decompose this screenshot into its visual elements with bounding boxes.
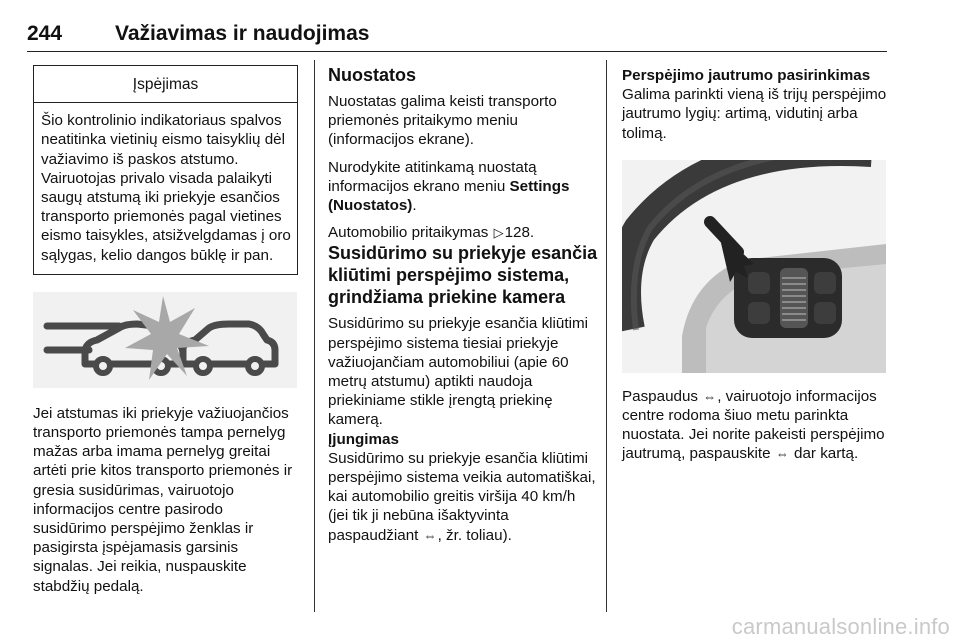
sensitivity-heading: Perspėjimo jautrumo pasirinkimas: [622, 67, 871, 84]
activation-text: Susidūrimo su priekyje esančia kliūtimi perspėjimo sistema veikia automatiškai, kai automobilio greitis viršija 40 km/h (jei tik ji nebūna išaktyvinta paspaudžiant: [328, 449, 596, 544]
press-text-mid: , vairuotojo informacijos centre rodoma šiuo metu parinkta nuostata. Jei norite pakeisti perspėjimo jautrumą, paspauskite: [622, 387, 885, 463]
collision-alert-paragraph: Jei atstumas iki priekyje važiuojančios transporto priemonės tampa pernelyg mažas arba imama pernelyg greitai artėti prie kitos transporto priemonės ir gresia susidūrimas, vairuotojo informacijos centre pasirodo susidūrimo perspėjimo ženklas ir pasigirsta įspėjamasis garsinis signalas. Jei reikia, nuspauskite stabdžių pedalą.: [33, 404, 293, 595]
activation-heading: Įjungimas: [328, 430, 399, 448]
page-title: Važiavimas ir naudojimas: [115, 22, 370, 45]
page-number: 244: [27, 22, 63, 45]
sensitivity-paragraph-2: [622, 387, 888, 464]
activation-text-end: , žr. toliau).: [437, 526, 512, 544]
header-rule: [27, 51, 887, 52]
reference-text: Automobilio pritaikymas: [328, 224, 493, 242]
column-1: [33, 65, 298, 596]
page-header: [27, 22, 887, 50]
reference-arrow-icon: ▷: [493, 225, 504, 241]
settings-menu-name: Settings (Nuostatos): [328, 177, 570, 215]
column-3: [622, 66, 888, 464]
vehicle-gap-icon: ⇔: [775, 446, 789, 462]
activation-paragraph: [328, 449, 598, 545]
column-divider: [314, 60, 315, 612]
steering-wheel-controls-illustration: [622, 160, 886, 373]
settings-paragraph-1: Nuostatas galima keisti transporto priemonės pritaikymo meniu (informacijos ekrane).: [328, 93, 557, 149]
vehicle-gap-icon: ⇔: [703, 388, 717, 404]
section-heading: Susidūrimo su priekyje esančia kliūtimi perspėjimo sistema, grindžiama priekine kamera: [328, 243, 598, 308]
warning-box: [33, 65, 298, 275]
settings-paragraph-2-text: Nurodykite atitinkamą nuostatą informacijos ekrano meniu: [328, 158, 537, 195]
warning-title: Įspėjimas: [34, 66, 297, 103]
camera-system-paragraph: Susidūrimo su priekyje esančia kliūtimi perspėjimo sistema tiesiai priekyje važiuojančiam automobiliui (apie 60 metrų atstumu) aptikti naudoja priekiniame stikle įrengtą priekinę kamerą.: [328, 315, 588, 429]
reference-page: 128.: [504, 224, 535, 242]
collision-warning-illustration: [33, 292, 297, 388]
press-text: Paspaudus: [622, 387, 703, 405]
settings-reference: [328, 223, 598, 242]
sensitivity-paragraph-1: Galima parinkti vieną iš trijų perspėjimo jautrumo lygių: artimą, vidutinį arba tolimą.: [622, 86, 887, 142]
settings-paragraph-2: [328, 158, 598, 216]
column-divider: [606, 60, 607, 612]
vehicle-gap-icon: ⇔: [423, 527, 437, 543]
settings-heading: Nuostatos: [328, 65, 417, 85]
warning-body: Šio kontrolinio indikatoriaus spalvos neatitinka vietinių eismo taisyklių dėl važiavimo iš paskos atstumo. Vairuotojas privalo visada palaikyti saugų atstumą iki priekyje esančios transporto priemonės pagal vietines eismo taisykles, atsižvelgdamas į oro sąlygas, kelio dangos būklę ir pan.: [41, 112, 291, 264]
column-2: [328, 64, 598, 545]
settings-paragraph-2-end: .: [412, 197, 417, 215]
press-text-end: dar kartą.: [789, 445, 859, 463]
footer-watermark: carmanualsonline.info: [731, 614, 950, 639]
